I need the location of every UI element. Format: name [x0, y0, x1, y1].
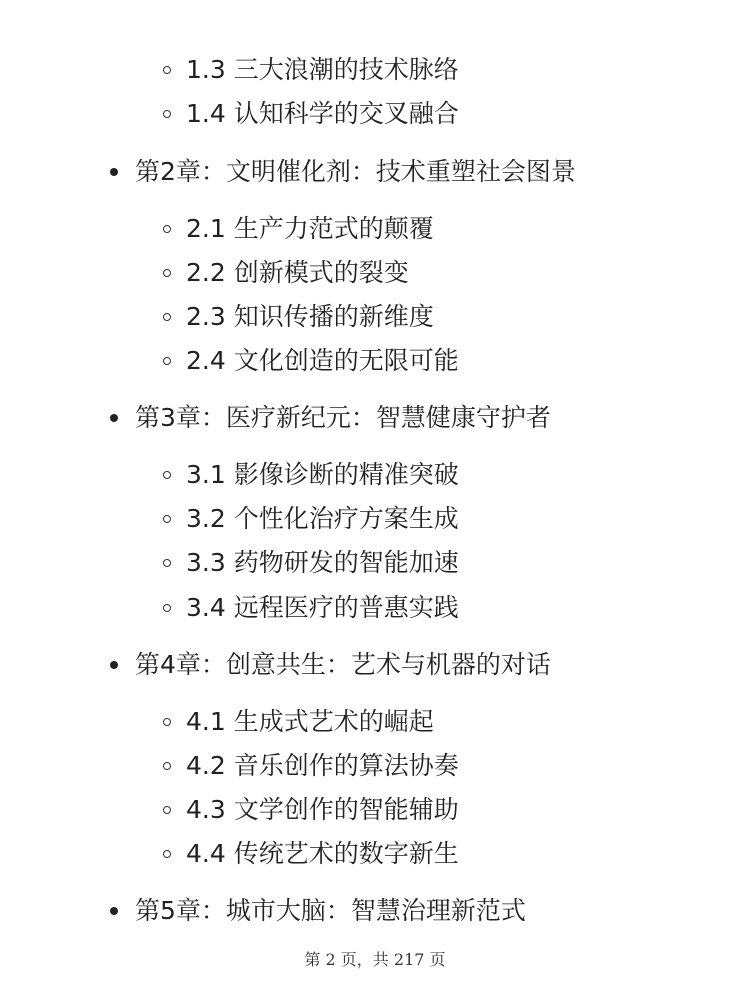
toc-section-item [163, 459, 459, 491]
toc-section-item [163, 706, 434, 738]
toc-chapter-text: 第2章：文明催化剂：技术重塑社会图景 [135, 157, 576, 186]
toc-section-item [163, 54, 459, 86]
toc-chapter-text: 第5章：城市大脑：智慧治理新范式 [135, 896, 526, 925]
toc-section-text: 4.3 文学创作的智能辅助 [186, 795, 459, 824]
circle-bullet-icon [163, 850, 171, 858]
toc-section-item [163, 547, 459, 579]
toc-section-text: 2.4 文化创造的无限可能 [186, 346, 459, 375]
toc-section-item [163, 592, 459, 624]
toc-chapter-item [110, 156, 576, 188]
toc-section-text: 1.4 认知科学的交叉融合 [186, 99, 459, 128]
circle-bullet-icon [163, 313, 171, 321]
toc-section-text: 4.1 生成式艺术的崛起 [186, 707, 434, 736]
toc-section-item [163, 98, 459, 130]
toc-section-item [163, 838, 459, 870]
circle-bullet-icon [163, 225, 171, 233]
toc-chapter-item [110, 402, 551, 434]
toc-section-text: 1.3 三大浪潮的技术脉络 [186, 55, 459, 84]
toc-section-text: 4.4 传统艺术的数字新生 [186, 839, 459, 868]
toc-chapter-item [110, 649, 551, 681]
toc-section-item [163, 794, 459, 826]
toc-section-text: 2.3 知识传播的新维度 [186, 302, 434, 331]
toc-section-text: 3.4 远程医疗的普惠实践 [186, 593, 459, 622]
circle-bullet-icon [163, 762, 171, 770]
circle-bullet-icon [163, 806, 171, 814]
disc-bullet-icon [110, 414, 118, 422]
disc-bullet-icon [110, 168, 118, 176]
toc-chapter-item [110, 895, 526, 927]
toc-section-text: 3.1 影像诊断的精准突破 [186, 460, 459, 489]
toc-section-text: 3.3 药物研发的智能加速 [186, 548, 459, 577]
toc-section-item [163, 345, 459, 377]
circle-bullet-icon [163, 357, 171, 365]
circle-bullet-icon [163, 604, 171, 612]
toc-section-text: 2.2 创新模式的裂变 [186, 258, 409, 287]
toc-section-text: 3.2 个性化治疗方案生成 [186, 504, 459, 533]
toc-section-text: 4.2 音乐创作的算法协奏 [186, 751, 459, 780]
toc-section-item [163, 503, 459, 535]
circle-bullet-icon [163, 269, 171, 277]
toc-chapter-text: 第4章：创意共生：艺术与机器的对话 [135, 650, 551, 679]
toc-section-item [163, 257, 409, 289]
circle-bullet-icon [163, 515, 171, 523]
toc-section-item [163, 750, 459, 782]
circle-bullet-icon [163, 66, 171, 74]
toc-chapter-text: 第3章：医疗新纪元：智慧健康守护者 [135, 403, 551, 432]
page-number-footer: 第 2 页，共 217 页 [304, 950, 446, 969]
disc-bullet-icon [110, 907, 118, 915]
disc-bullet-icon [110, 661, 118, 669]
toc-section-item [163, 301, 434, 333]
circle-bullet-icon [163, 718, 171, 726]
toc-section-item [163, 213, 434, 245]
circle-bullet-icon [163, 110, 171, 118]
circle-bullet-icon [163, 559, 171, 567]
circle-bullet-icon [163, 471, 171, 479]
toc-section-text: 2.1 生产力范式的颠覆 [186, 214, 434, 243]
